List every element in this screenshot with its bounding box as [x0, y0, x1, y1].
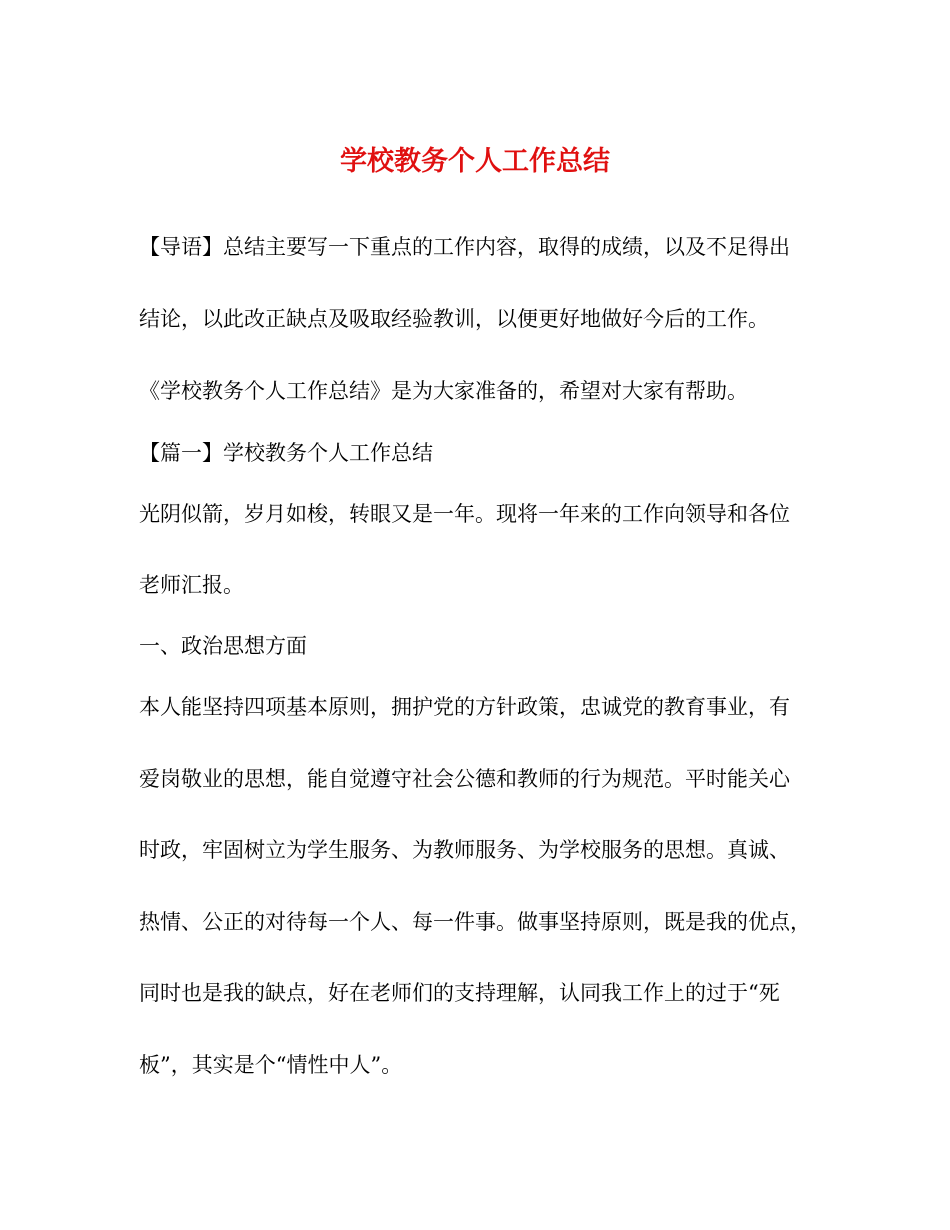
document-title: 学校教务个人工作总结: [340, 146, 610, 177]
intro-line-3: 《学校教务个人工作总结》是为大家准备的，希望对大家有帮助。: [139, 379, 748, 403]
paragraph-line: 同时也是我的缺点，好在老师们的支持理解，认同我工作上的过于“死: [139, 981, 780, 1005]
paragraph-line: 老师汇报。: [139, 573, 244, 597]
intro-line-2: 结论，以此改正缺点及吸取经验教训，以便更好地做好今后的工作。: [139, 307, 769, 331]
paragraph-line: 光阴似箭，岁月如梭，转眼又是一年。现将一年来的工作向领导和各位: [139, 502, 790, 526]
paragraph-line: 板”，其实是个“情性中人”。: [139, 1053, 403, 1077]
paragraph-line: 爱岗敬业的思想，能自觉遵守社会公德和教师的行为规范。平时能关心: [139, 767, 790, 791]
section-heading: 【篇一】学校教务个人工作总结: [139, 441, 433, 465]
paragraph-line: 本人能坚持四项基本原则，拥护党的方针政策，忠诚党的教育事业，有: [139, 695, 790, 719]
paragraph-line: 时政，牢固树立为学生服务、为教师服务、为学校服务的思想。真诚、: [139, 838, 790, 862]
subsection-heading: 一、政治思想方面: [139, 634, 307, 658]
paragraph-line: 热情、公正的对待每一个人、每一件事。做事坚持原则，既是我的优点，: [139, 910, 811, 934]
intro-line-1: 【导语】总结主要写一下重点的工作内容，取得的成绩，以及不足得出: [139, 235, 790, 259]
